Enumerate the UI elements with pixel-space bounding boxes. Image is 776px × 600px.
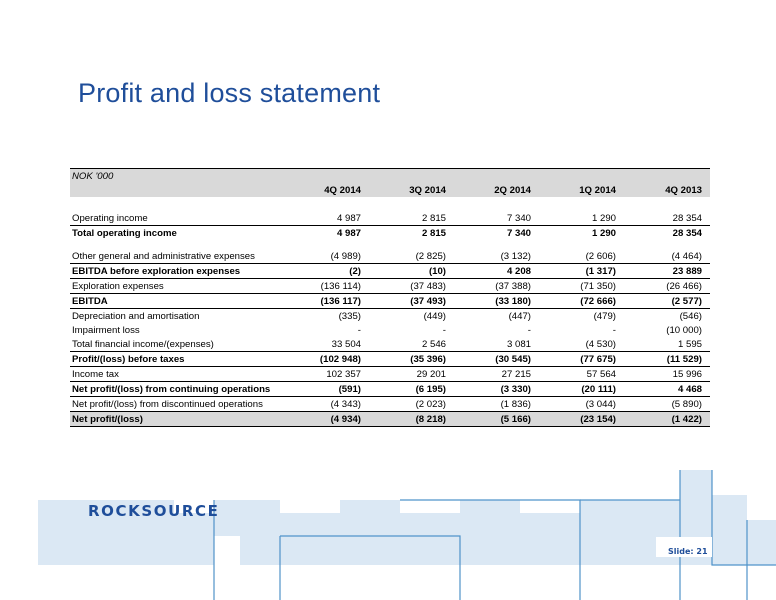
- row-label: Income tax: [70, 367, 284, 382]
- cell-value: (4 530): [539, 337, 624, 352]
- cell-value: 23 889: [624, 264, 710, 279]
- row-label: Net profit/(loss) from discontinued operations: [72, 398, 263, 410]
- cell-value: (546): [679, 310, 702, 322]
- cell-value: (102 948): [284, 352, 369, 367]
- row-label: Total financial income/(expenses): [70, 337, 284, 352]
- cell-value: 7 340: [506, 227, 531, 239]
- deco-block: [214, 500, 280, 536]
- cell-value: (20 111): [539, 382, 624, 397]
- column-header: 2Q 2014: [454, 183, 539, 197]
- row-label: Depreciation and amortisation: [72, 310, 200, 322]
- cell-value: 28 354: [624, 211, 710, 226]
- deco-block: [240, 536, 280, 565]
- table-row-total: [70, 412, 710, 427]
- table-row: [70, 211, 710, 226]
- spacer-row: [70, 197, 710, 211]
- cell-value: 4 987: [336, 227, 361, 239]
- cell-value: (335): [338, 310, 361, 322]
- cell-value: 28 354: [672, 227, 702, 239]
- cell-value: 3 081: [454, 337, 539, 352]
- cell-value: (2 577): [624, 294, 710, 309]
- table-row: [70, 367, 710, 382]
- cell-value: (136 117): [284, 294, 369, 309]
- cell-value: (1 317): [539, 264, 624, 279]
- row-label: EBITDA before exploration expenses: [70, 264, 284, 279]
- row-label: Profit/(loss) before taxes: [70, 352, 284, 367]
- cell-value: (37 483): [369, 279, 454, 294]
- page-title: Profit and loss statement: [78, 78, 381, 108]
- table-row: [70, 382, 710, 397]
- unit-label: NOK '000: [70, 169, 710, 184]
- table-row: [70, 226, 710, 241]
- cell-value: (4 989): [284, 249, 369, 264]
- profit-loss-table: [70, 168, 710, 427]
- row-label: Exploration expenses: [70, 279, 284, 294]
- cell-value: 15 996: [624, 367, 710, 382]
- table-row: [70, 397, 710, 412]
- cell-value: (26 466): [624, 279, 710, 294]
- cell-value: (33 180): [454, 294, 539, 309]
- table-row: [70, 352, 710, 367]
- deco-block: [400, 513, 460, 565]
- cell-value: 1 595: [624, 337, 710, 352]
- row-label: Operating income: [70, 211, 284, 226]
- cell-value: 2 546: [369, 337, 454, 352]
- rocksource-logo: ROCKSOURCE: [88, 502, 220, 520]
- cell-value: -: [612, 324, 616, 336]
- cell-value: 2 815: [369, 211, 454, 226]
- cell-value: 57 564: [539, 367, 624, 382]
- table-row: [70, 279, 710, 294]
- table-row: [70, 309, 710, 324]
- row-label: Net profit/(loss): [70, 412, 284, 427]
- cell-value: (5 166): [454, 412, 539, 427]
- cell-value: 1 290: [539, 211, 624, 226]
- cell-value: (479): [593, 310, 616, 322]
- footer-decoration: [0, 465, 776, 600]
- cell-value: (11 529): [624, 352, 710, 367]
- cell-value: (3 132): [454, 249, 539, 264]
- cell-value: 27 215: [454, 367, 539, 382]
- column-header: 1Q 2014: [539, 183, 624, 197]
- deco-block: [747, 520, 776, 565]
- cell-value: (77 675): [539, 352, 624, 367]
- row-label: EBITDA: [70, 294, 284, 309]
- cell-value: (2): [284, 264, 369, 279]
- cell-value: (4 934): [284, 412, 369, 427]
- header-row: [70, 183, 710, 197]
- cell-value: (37 493): [369, 294, 454, 309]
- cell-value: 29 201: [369, 367, 454, 382]
- cell-value: 2 815: [421, 227, 446, 239]
- cell-value: (30 545): [454, 352, 539, 367]
- deco-block: [712, 495, 747, 565]
- cell-value: (449): [423, 310, 446, 322]
- cell-value: 1 290: [591, 227, 616, 239]
- cell-value: 7 340: [454, 211, 539, 226]
- cell-value: (35 396): [369, 352, 454, 367]
- deco-block: [460, 500, 520, 565]
- cell-value: (6 195): [369, 382, 454, 397]
- cell-value: (3 044): [585, 398, 616, 410]
- cell-value: 4 987: [284, 211, 369, 226]
- table-row: [70, 264, 710, 279]
- cell-value: (71 350): [539, 279, 624, 294]
- cell-value: (4 464): [624, 249, 710, 264]
- deco-block: [520, 513, 580, 565]
- cell-value: (3 330): [454, 382, 539, 397]
- table-row: [70, 323, 710, 337]
- cell-value: (136 114): [284, 279, 369, 294]
- table-row: [70, 294, 710, 309]
- cell-value: 102 357: [284, 367, 369, 382]
- cell-value: (4 343): [330, 398, 361, 410]
- column-header: 3Q 2014: [369, 183, 454, 197]
- deco-block: [280, 513, 340, 565]
- column-header: 4Q 2014: [284, 183, 369, 197]
- cell-value: (2 023): [415, 398, 446, 410]
- cell-value: 4 468: [624, 382, 710, 397]
- cell-value: -: [357, 324, 361, 336]
- row-label: Net profit/(loss) from continuing operations: [70, 382, 284, 397]
- cell-value: (1 422): [624, 412, 710, 427]
- deco-block: [174, 513, 214, 565]
- column-header: 4Q 2013: [624, 183, 710, 197]
- table-row: [70, 249, 710, 264]
- slide-number: Slide: 21: [668, 547, 708, 556]
- cell-value: (37 388): [454, 279, 539, 294]
- cell-value: (2 825): [369, 249, 454, 264]
- cell-value: (1 836): [500, 398, 531, 410]
- header-blank: [70, 183, 284, 197]
- cell-value: (10 000): [666, 324, 702, 336]
- cell-value: (10): [369, 264, 454, 279]
- row-label: Other general and administrative expenses: [70, 249, 284, 264]
- cell-value: (72 666): [539, 294, 624, 309]
- cell-value: -: [527, 324, 531, 336]
- cell-value: -: [442, 324, 446, 336]
- cell-value: (447): [508, 310, 531, 322]
- deco-block: [340, 500, 400, 565]
- row-label: Impairment loss: [72, 324, 140, 336]
- cell-value: 4 208: [454, 264, 539, 279]
- unit-row: [70, 169, 710, 184]
- cell-value: (5 890): [671, 398, 702, 410]
- cell-value: (8 218): [369, 412, 454, 427]
- row-label: Total operating income: [72, 227, 177, 239]
- cell-value: 33 504: [284, 337, 369, 352]
- cell-value: (2 606): [539, 249, 624, 264]
- table-row: [70, 337, 710, 352]
- spacer-row: [70, 240, 710, 249]
- cell-value: (23 154): [539, 412, 624, 427]
- cell-value: (591): [284, 382, 369, 397]
